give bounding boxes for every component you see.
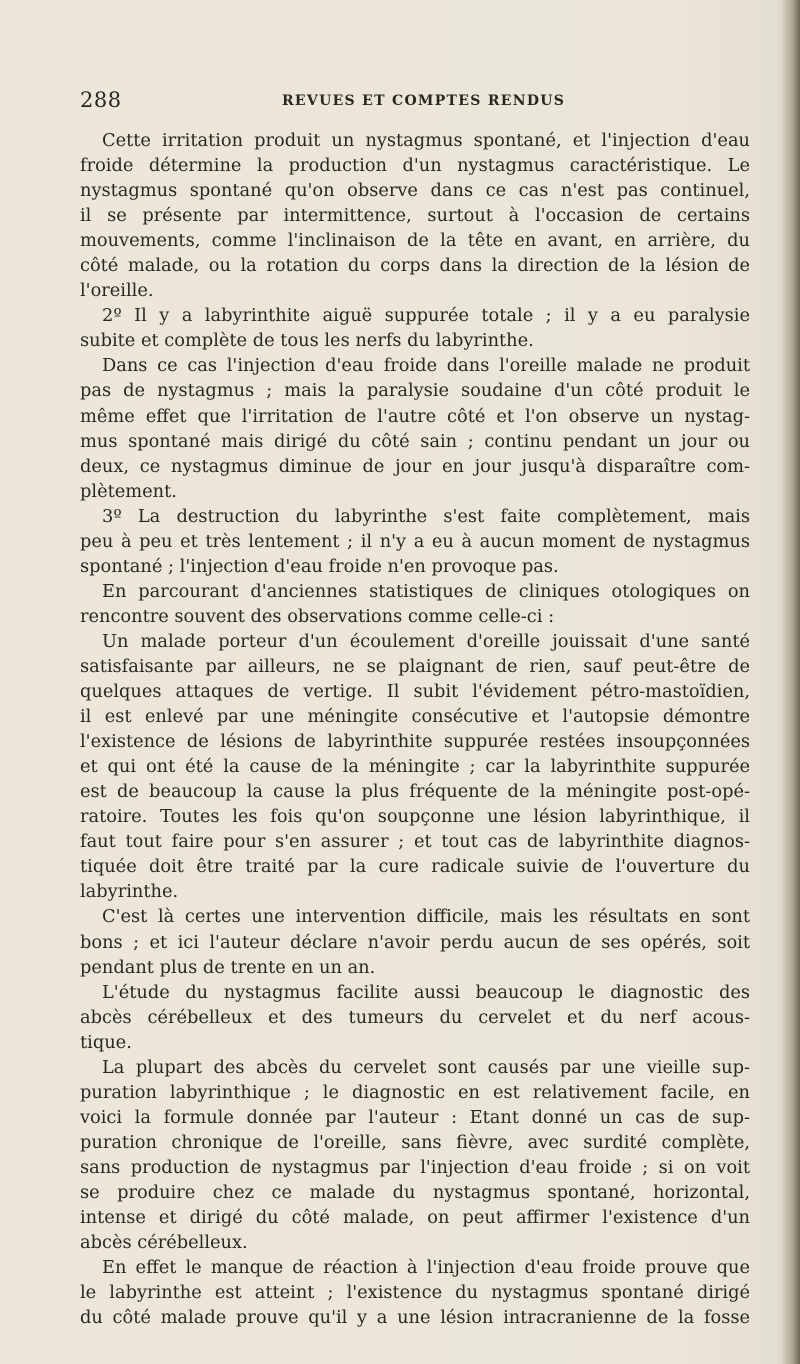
text-line: spontané ; l'injection d'eau froide n'en provoque pas.: [80, 555, 559, 577]
text-line: il est enlevé par une méningite consécutive et l'autopsie démontre: [80, 706, 750, 728]
text-line: tiquée doit être traité par la cure radicale suivie de l'ouverture du: [80, 856, 750, 878]
text-line: le labyrinthe est atteint ; l'existence du nystagmus spontané dirigé: [80, 1282, 750, 1304]
text-line: intense et dirigé du côté malade, on peut affirmer l'existence d'un: [80, 1207, 750, 1229]
text-line: quelques attaques de vertige. Il subit l'évidement pétro-mastoïdien,: [80, 681, 750, 703]
text-line: Dans ce cas l'injection d'eau froide dans l'oreille malade ne produit: [102, 355, 750, 377]
text-line: deux, ce nystagmus diminue de jour en jour jusqu'à disparaître com-: [80, 455, 750, 477]
text-line: même effet que l'irritation de l'autre côté et l'on observe un nystag-: [80, 405, 750, 427]
text-line: plètement.: [80, 480, 177, 502]
page-header: [80, 88, 750, 118]
text-line: abcès cérébelleux et des tumeurs du cervelet et du nerf acous-: [80, 1006, 750, 1028]
text-line: froide détermine la production d'un nystagmus caractéristique. Le: [80, 155, 750, 177]
text-line: 3º La destruction du labyrinthe s'est faite complètement, mais: [102, 505, 750, 527]
page-number: 288: [80, 88, 122, 112]
text-line: côté malade, ou la rotation du corps dans la direction de la lésion de: [80, 255, 750, 277]
text-line: pas de nystagmus ; mais la paralysie soudaine d'un côté produit le: [80, 380, 750, 402]
text-line: l'oreille.: [80, 280, 154, 302]
text-line: nystagmus spontané qu'on observe dans ce cas n'est pas continuel,: [80, 180, 750, 202]
text-line: C'est là certes une intervention difficile, mais les résultats en sont: [102, 906, 750, 928]
text-line: sans production de nystagmus par l'injection d'eau froide ; si on voit: [80, 1156, 750, 1178]
body-text: [80, 128, 750, 1330]
text-line: En effet le manque de réaction à l'injection d'eau froide prouve que: [102, 1257, 750, 1279]
text-line: et qui ont été la cause de la méningite ; car la labyrinthite suppurée: [80, 756, 750, 778]
text-line: subite et complète de tous les nerfs du labyrinthe.: [80, 330, 534, 352]
text-line: abcès cérébelleux.: [80, 1232, 248, 1254]
text-line: labyrinthe.: [80, 881, 179, 903]
text-line: bons ; et ici l'auteur déclare n'avoir perdu aucun de ses opérés, soit: [80, 931, 750, 953]
text-line: En parcourant d'anciennes statistiques de cliniques otologiques on: [102, 580, 750, 602]
text-line: peu à peu et très lentement ; il n'y a eu à aucun moment de nystagmus: [80, 530, 750, 552]
page-edge-shadow: [782, 0, 800, 1364]
text-line: puration chronique de l'oreille, sans fièvre, avec surdité complète,: [80, 1131, 750, 1153]
text-line: mouvements, comme l'inclinaison de la tête en avant, en arrière, du: [80, 230, 750, 252]
text-line: se produire chez ce malade du nystagmus spontané, horizontal,: [80, 1181, 750, 1203]
text-line: tique.: [80, 1031, 132, 1053]
text-line: l'existence de lésions de labyrinthite suppurée restées insoupçonnées: [80, 731, 750, 753]
text-line: du côté malade prouve qu'il y a une lésion intracranienne de la fosse: [80, 1307, 750, 1329]
text-line: Cette irritation produit un nystagmus spontané, et l'injection d'eau: [102, 130, 750, 151]
text-line: mus spontané mais dirigé du côté sain ; continu pendant un jour ou: [80, 430, 750, 452]
text-line: ratoire. Toutes les fois qu'on soupçonne une lésion labyrinthique, il: [80, 806, 750, 828]
text-line: faut tout faire pour s'en assurer ; et tout cas de labyrinthite diagnos-: [80, 831, 750, 853]
text-line: Un malade porteur d'un écoulement d'oreille jouissait d'une santé: [102, 630, 750, 652]
text-line: satisfaisante par ailleurs, ne se plaignant de rien, sauf peut-être de: [80, 655, 750, 677]
text-line: il se présente par intermittence, surtout à l'occasion de certains: [80, 205, 750, 227]
text-line: 2º Il y a labyrinthite aiguë suppurée totale ; il y a eu paralysie: [102, 305, 750, 327]
text-line: La plupart des abcès du cervelet sont causés par une vieille sup-: [102, 1056, 750, 1078]
text-line: rencontre souvent des observations comme celle-ci :: [80, 605, 555, 627]
text-line: pendant plus de trente en un an.: [80, 956, 376, 978]
text-line: voici la formule donnée par l'auteur : Etant donné un cas de sup-: [80, 1106, 750, 1128]
running-head: REVUES ET COMPTES RENDUS: [282, 93, 566, 109]
text-line: L'étude du nystagmus facilite aussi beaucoup le diagnostic des: [102, 981, 750, 1003]
text-line: puration labyrinthique ; le diagnostic en est relativement facile, en: [80, 1081, 750, 1103]
text-line: est de beaucoup la cause la plus fréquente de la méningite post-opé-: [80, 781, 750, 803]
